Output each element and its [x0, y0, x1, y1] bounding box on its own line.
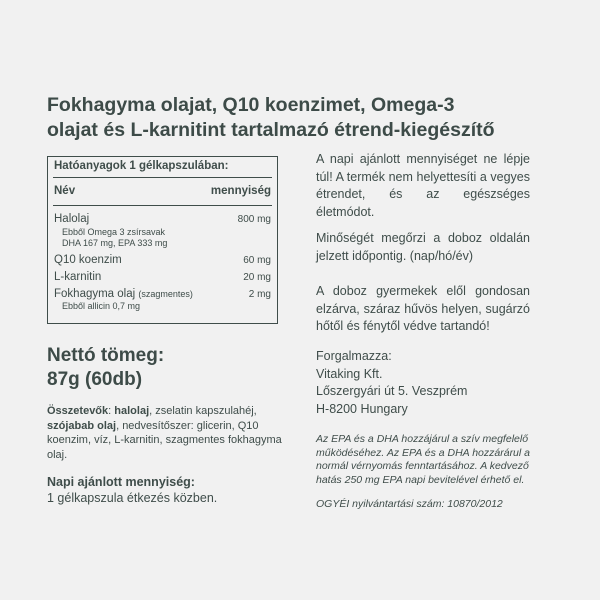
distributor-country: H-8200 Hungary — [316, 401, 408, 416]
ingredient-sub: Ebből Omega 3 zsírsavak — [62, 227, 166, 237]
table-divider — [53, 205, 272, 206]
active-ingredients-table — [47, 156, 278, 324]
storage-date-paragraph: Minőségét megőrzi a doboz oldalán jelzett időpontig. (nap/hó/év) — [316, 231, 530, 263]
ingredients-label: Összetevők — [47, 405, 109, 417]
ingredient-highlight: halolaj — [114, 405, 150, 417]
ingredients-colon: : — [108, 405, 115, 417]
health-claim: Az EPA és a DHA hozzájárul a szív megfelelő működéséhez. Az EPA és a DHA hozzárárul a normál vérnyomás fenntartásához. A kedvező hatás 250 mg EPA napi bevitelével érhető el. — [316, 433, 530, 486]
distributor — [316, 348, 530, 418]
ingredient-amount: 2 mg — [248, 289, 271, 300]
table-column-headers — [48, 178, 277, 205]
ingredient-highlight: szójabab olaj — [47, 419, 117, 432]
ingredients-text — [47, 404, 287, 462]
ingredient-name: L-karnitin — [54, 271, 102, 283]
product-title-line2: olajat és L-karnitint tartalmazó étrend-kiegészítő — [47, 119, 495, 141]
distributor-name: Vitaking Kft. — [316, 366, 383, 381]
ingredient-name: Halolaj — [54, 213, 90, 225]
distributor-label: Forgalmazza: — [316, 349, 392, 363]
ingredients-part: , zselatin kapszulahéj, — [149, 405, 257, 417]
table-heading: Hatóanyagok 1 gélkapszulában: — [54, 160, 229, 172]
net-weight-label: Nettó tömeg: — [47, 345, 165, 366]
daily-dose-text: 1 gélkapszula étkezés közben. — [47, 490, 218, 505]
distributor-address: Lőszergyári út 5. Veszprém — [316, 384, 468, 398]
ingredient-amount: 800 mg — [237, 214, 271, 225]
net-weight-value: 87g (60db) — [47, 369, 143, 390]
ingredients-part: , nedvesítőszer: glicerin, Q10 koenzim, víz, L-karnitin, szagmentes fokhagyma olaj. — [47, 419, 282, 461]
table-row — [48, 271, 277, 283]
daily-dose — [47, 475, 287, 506]
column-name-header: Név — [54, 185, 76, 197]
product-title — [47, 93, 567, 143]
net-weight — [47, 344, 164, 392]
registration-number: OGYÉI nyilvántartási szám: 10870/2012 — [316, 498, 503, 510]
ingredient-name-group — [54, 288, 193, 300]
ingredient-sub: DHA 167 mg, EPA 333 mg — [62, 238, 168, 248]
ingredient-name: Q10 koenzim — [54, 254, 122, 266]
daily-dose-label: Napi ajánlott mennyiség: — [47, 475, 195, 489]
storage-paragraph: A doboz gyermekek elől gondosan elzárva, száraz hűvös helyen, sugárzó hőtől és fénytől védve tartandó! — [316, 284, 530, 333]
ingredient-amount: 60 mg — [243, 255, 271, 266]
warning-paragraph: A napi ajánlott mennyiséget ne lépje túl! A termék nem helyettesíti a vegyes étrendet, és az egészséges életmódot. — [316, 152, 530, 219]
table-row — [48, 288, 277, 300]
table-row — [48, 213, 277, 225]
ingredient-amount: 20 mg — [243, 272, 271, 283]
column-amount-header: mennyiség — [210, 185, 271, 197]
ingredient-sub: Ebből allicin 0,7 mg — [62, 301, 141, 311]
ingredient-note: (szagmentes) — [138, 289, 193, 299]
ingredient-name: Fokhagyma olaj — [54, 288, 136, 300]
product-title-line1: Fokhagyma olajat, Q10 koenzimet, Omega-3 — [47, 94, 455, 116]
table-row — [48, 254, 277, 266]
